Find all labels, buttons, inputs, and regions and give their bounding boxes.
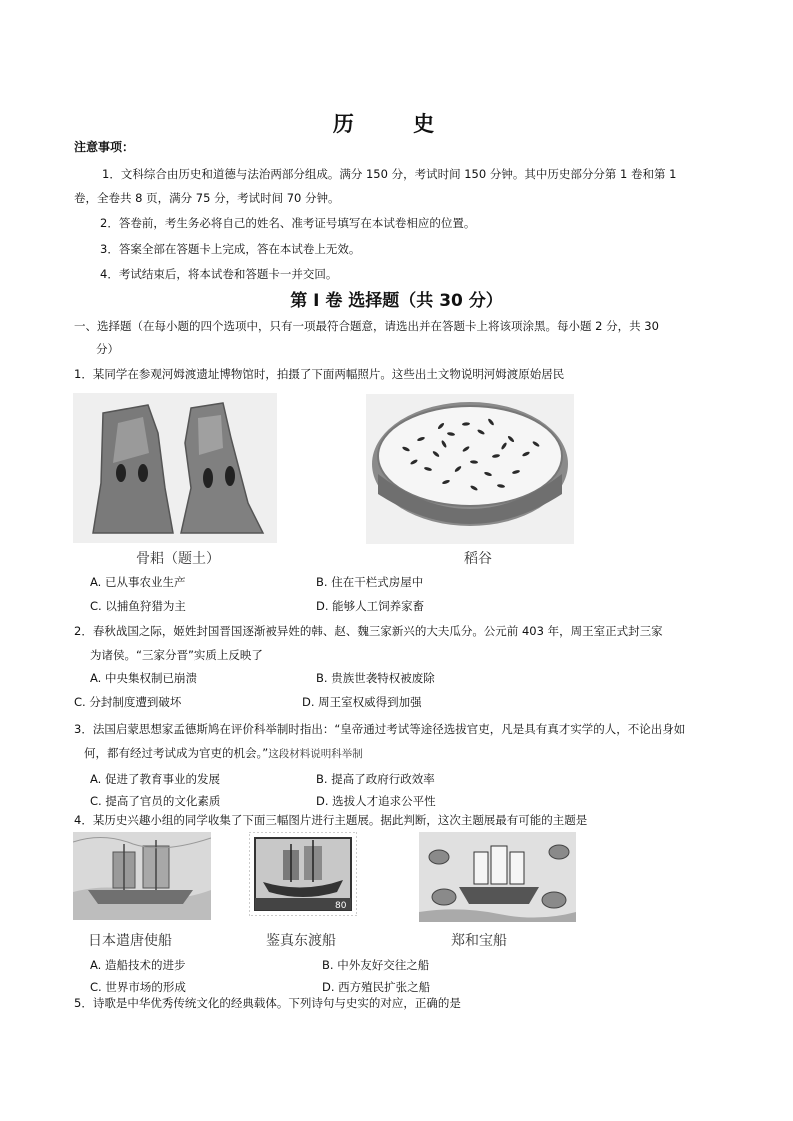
japanese-envoy-ship-image — [73, 832, 211, 920]
rice-grain-photo — [366, 394, 574, 544]
q1-caption-left: 骨耜（题土） — [136, 551, 220, 567]
stamp-value: 80 — [335, 901, 347, 911]
q1-option-d: D. 能够人工饲养家畜 — [316, 599, 425, 613]
q4-option-d: D. 西方殖民扩张之船 — [322, 980, 431, 994]
q3-stem: 3．法国启蒙思想家孟德斯鸠在评价科举制时指出：“皇帝通过考试等途径选拔官吏，凡是具有真才实学的人，不论出身如 — [74, 722, 686, 736]
notice-item-3: 3．答案全部在答题卡上完成，答在本试卷上无效。 — [100, 242, 361, 256]
q1-option-b: B. 住在干栏式房屋中 — [316, 575, 424, 589]
bone-spade-image — [73, 393, 277, 543]
rice-bowl-image — [366, 394, 574, 544]
q2-option-d: D. 周王室权威得到加强 — [302, 695, 422, 709]
q2-stem-cont: 为诸侯。“三家分晋”实质上反映了 — [90, 648, 263, 662]
exam-title: 历 史 — [332, 111, 461, 136]
notice-item-1: 1．文科综合由历史和道德与法治两部分组成。满分 150 分，考试时间 150 分钟。其中历史部分分第 1 卷和第 1 — [102, 167, 677, 181]
q4-stem: 4．某历史兴趣小组的同学收集了下面三幅图片进行主题展。据此判断，这次主题展最有可能的主题是 — [74, 813, 588, 827]
bone-spade-photo — [73, 393, 277, 543]
q4-option-b: B. 中外友好交往之船 — [322, 958, 430, 972]
ship-sketch-1 — [73, 832, 211, 920]
q1-stem: 1．某同学在参观河姆渡遗址博物馆时，拍摄了下面两幅照片。这些出土文物说明河姆渡原始居民 — [74, 367, 565, 381]
section-title: 第 I 卷 选择题（共 30 分） — [290, 291, 503, 311]
q2-option-b: B. 贵族世袭特权被废除 — [316, 671, 435, 685]
q3-question: 这段材料说明科举制 — [268, 748, 363, 760]
q3-option-a: A. 促进了教育事业的发展 — [90, 772, 220, 786]
q3-stem-cont — [84, 745, 363, 761]
q3-option-c: C. 提高了官员的文化素质 — [90, 794, 221, 808]
q1-caption-right: 稻谷 — [464, 551, 492, 567]
zhenghe-treasure-ship-image — [419, 832, 576, 922]
q1-option-a: A. 已从事农业生产 — [90, 575, 186, 589]
fleet-image — [419, 832, 576, 922]
instructions-cont: 分） — [96, 342, 119, 356]
q4-option-a: A. 造船技术的进步 — [90, 958, 186, 972]
q3-quote-end: 何，都有经过考试成为官吏的机会。” — [84, 746, 269, 760]
notice-item-1-cont: 卷，全卷共 8 页，满分 75 分，考试时间 70 分钟。 — [74, 191, 340, 205]
notice-item-4: 4．考试结束后，将本试卷和答题卡一并交回。 — [100, 267, 338, 281]
q1-option-c: C. 以捕鱼狩猎为主 — [90, 599, 186, 613]
q5-stem: 5．诗歌是中华优秀传统文化的经典载体。下列诗句与史实的对应，正确的是 — [74, 996, 461, 1010]
q2-stem: 2．春秋战国之际，姬姓封国晋国逐渐被异姓的韩、赵、魏三家新兴的大夫瓜分。公元前 403 年，周王室正式封三家 — [74, 624, 663, 638]
notice-item-2: 2．答卷前，考生务必将自己的姓名、准考证号填写在本试卷相应的位置。 — [100, 216, 476, 230]
stamp-image — [249, 832, 357, 916]
q3-option-b: B. 提高了政府行政效率 — [316, 772, 435, 786]
q2-option-c: C. 分封制度遭到破坏 — [74, 695, 182, 709]
q4-option-c: C. 世界市场的形成 — [90, 980, 186, 994]
notice-heading: 注意事项： — [74, 140, 135, 154]
q4-caption-3: 郑和宝船 — [451, 933, 507, 949]
jianzhen-ship-stamp — [249, 832, 357, 916]
q3-option-d: D. 选拔人才追求公平性 — [316, 794, 436, 808]
q4-caption-2: 鉴真东渡船 — [266, 933, 336, 949]
instructions: 一、选择题（在每小题的四个选项中，只有一项最符合题意，请选出并在答题卡上将该项涂黑。每小题 2 分，共 30 — [74, 319, 659, 333]
q4-caption-1: 日本遣唐使船 — [88, 933, 172, 949]
q2-option-a: A. 中央集权制已崩溃 — [90, 671, 197, 685]
